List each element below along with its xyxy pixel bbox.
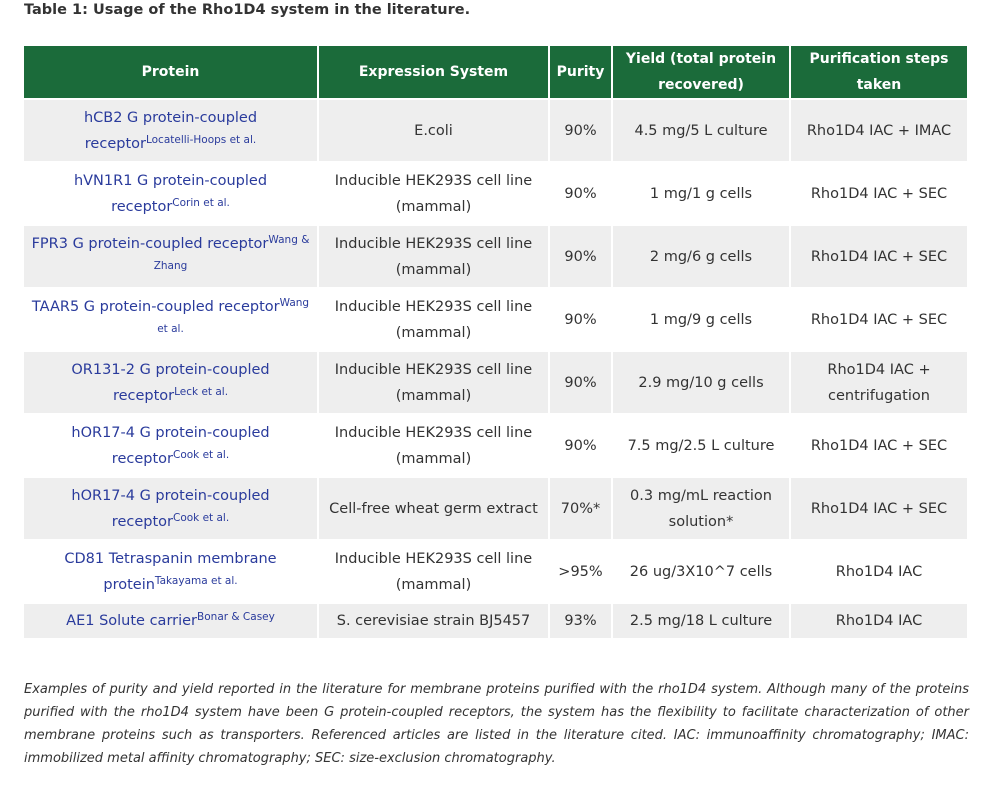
purity-cell: 90% <box>550 163 611 224</box>
expression-cell: Inducible HEK293S cell line (mammal) <box>319 415 548 476</box>
steps-cell: Rho1D4 IAC + IMAC <box>791 100 967 161</box>
protein-name: TAAR5 G protein-coupled receptor <box>31 298 280 315</box>
yield-cell: 2 mg/6 g cells <box>613 226 789 287</box>
protein-cell <box>24 604 317 638</box>
reference-link[interactable]: Locatelli-Hoops et al. <box>145 133 257 146</box>
table-row <box>24 226 967 287</box>
header-expression-system: Expression System <box>319 46 548 98</box>
table-row <box>24 352 967 413</box>
table-row <box>24 478 967 539</box>
reference-link[interactable]: Cook et al. <box>172 448 230 461</box>
protein-name: hOR17-4 G protein-coupled receptor <box>71 487 270 530</box>
expression-cell: Inducible HEK293S cell line (mammal) <box>319 163 548 224</box>
protein-name: hCB2 G protein-coupled receptor <box>83 109 258 152</box>
yield-cell: 0.3 mg/mL reaction solution* <box>613 478 789 539</box>
steps-cell: Rho1D4 IAC + SEC <box>791 226 967 287</box>
purity-cell: 70%* <box>550 478 611 539</box>
expression-cell: Inducible HEK293S cell line (mammal) <box>319 289 548 350</box>
expression-cell: S. cerevisiae strain BJ5457 <box>319 604 548 638</box>
protein-name: OR131-2 G protein-coupled receptor <box>71 361 270 404</box>
table-row <box>24 100 967 161</box>
steps-cell: Rho1D4 IAC + SEC <box>791 415 967 476</box>
expression-cell: Inducible HEK293S cell line (mammal) <box>319 352 548 413</box>
yield-cell: 2.5 mg/18 L culture <box>613 604 789 638</box>
steps-cell: Rho1D4 IAC + centrifugation <box>791 352 967 413</box>
table-row <box>24 541 967 602</box>
reference-link[interactable]: Bonar & Casey <box>197 611 275 623</box>
protein-name: CD81 Tetraspanin membrane protein <box>64 550 277 593</box>
yield-cell: 2.9 mg/10 g cells <box>613 352 789 413</box>
yield-cell: 26 ug/3X10^7 cells <box>613 541 789 602</box>
purity-cell: 93% <box>550 604 611 638</box>
purity-cell: 90% <box>550 415 611 476</box>
yield-cell: 4.5 mg/5 L culture <box>613 100 789 161</box>
purity-cell: 90% <box>550 100 611 161</box>
protein-cell <box>24 352 317 413</box>
table-row <box>24 604 967 638</box>
purity-cell: >95% <box>550 541 611 602</box>
protein-name: hOR17-4 G protein-coupled receptor <box>71 424 270 467</box>
protein-cell <box>24 478 317 539</box>
steps-cell: Rho1D4 IAC <box>791 604 967 638</box>
protein-name: hVN1R1 G protein-coupled receptor <box>73 172 268 215</box>
expression-cell: E.coli <box>319 100 548 161</box>
header-purity: Purity <box>550 46 611 98</box>
steps-cell: Rho1D4 IAC + SEC <box>791 163 967 224</box>
reference-link[interactable]: Leck et al. <box>174 385 229 398</box>
reference-link[interactable]: Wang & Zhang <box>153 233 310 272</box>
protein-cell <box>24 100 317 161</box>
table-row <box>24 415 967 476</box>
steps-cell: Rho1D4 IAC + SEC <box>791 478 967 539</box>
header-protein: Protein <box>24 46 317 98</box>
table-caption: Table 1: Usage of the Rho1D4 system in the literature. <box>24 2 471 18</box>
protein-name: AE1 Solute carrier <box>66 613 198 629</box>
steps-cell: Rho1D4 IAC + SEC <box>791 289 967 350</box>
literature-table <box>22 44 969 640</box>
table-header-row <box>24 46 967 98</box>
table-row <box>24 289 967 350</box>
reference-link[interactable]: Cook et al. <box>172 511 230 524</box>
purity-cell: 90% <box>550 352 611 413</box>
protein-cell <box>24 541 317 602</box>
purity-cell: 90% <box>550 226 611 287</box>
expression-cell: Inducible HEK293S cell line (mammal) <box>319 226 548 287</box>
table-row <box>24 163 967 224</box>
reference-link[interactable]: Takayama et al. <box>154 574 238 587</box>
steps-cell: Rho1D4 IAC <box>791 541 967 602</box>
reference-link[interactable]: Corin et al. <box>172 196 230 209</box>
header-yield: Yield (total protein recovered) <box>613 46 789 98</box>
purity-cell: 90% <box>550 289 611 350</box>
yield-cell: 7.5 mg/2.5 L culture <box>613 415 789 476</box>
protein-cell <box>24 289 317 350</box>
expression-cell: Cell-free wheat germ extract <box>319 478 548 539</box>
table-footnote: Examples of purity and yield reported in the literature for membrane proteins purified with the rho1D4 system. Although many of the proteins purified with the rho1D4 system have been G protein-coupled receptors, the system has the flexibility to facilitate characterization of other membrane proteins such as transporters. Referenced articles are listed in the literature cited. IAC: immunoaffinity chromatography; IMAC: immobilized metal affinity chromatography; SEC: size-exclusion chromatography. <box>24 682 969 766</box>
yield-cell: 1 mg/1 g cells <box>613 163 789 224</box>
protein-cell <box>24 163 317 224</box>
protein-cell <box>24 226 317 287</box>
yield-cell: 1 mg/9 g cells <box>613 289 789 350</box>
reference-link[interactable]: Wang et al. <box>157 296 310 335</box>
protein-cell <box>24 415 317 476</box>
header-purification-steps: Purification steps taken <box>791 46 967 98</box>
expression-cell: Inducible HEK293S cell line (mammal) <box>319 541 548 602</box>
protein-name: FPR3 G protein-coupled receptor <box>31 235 269 252</box>
